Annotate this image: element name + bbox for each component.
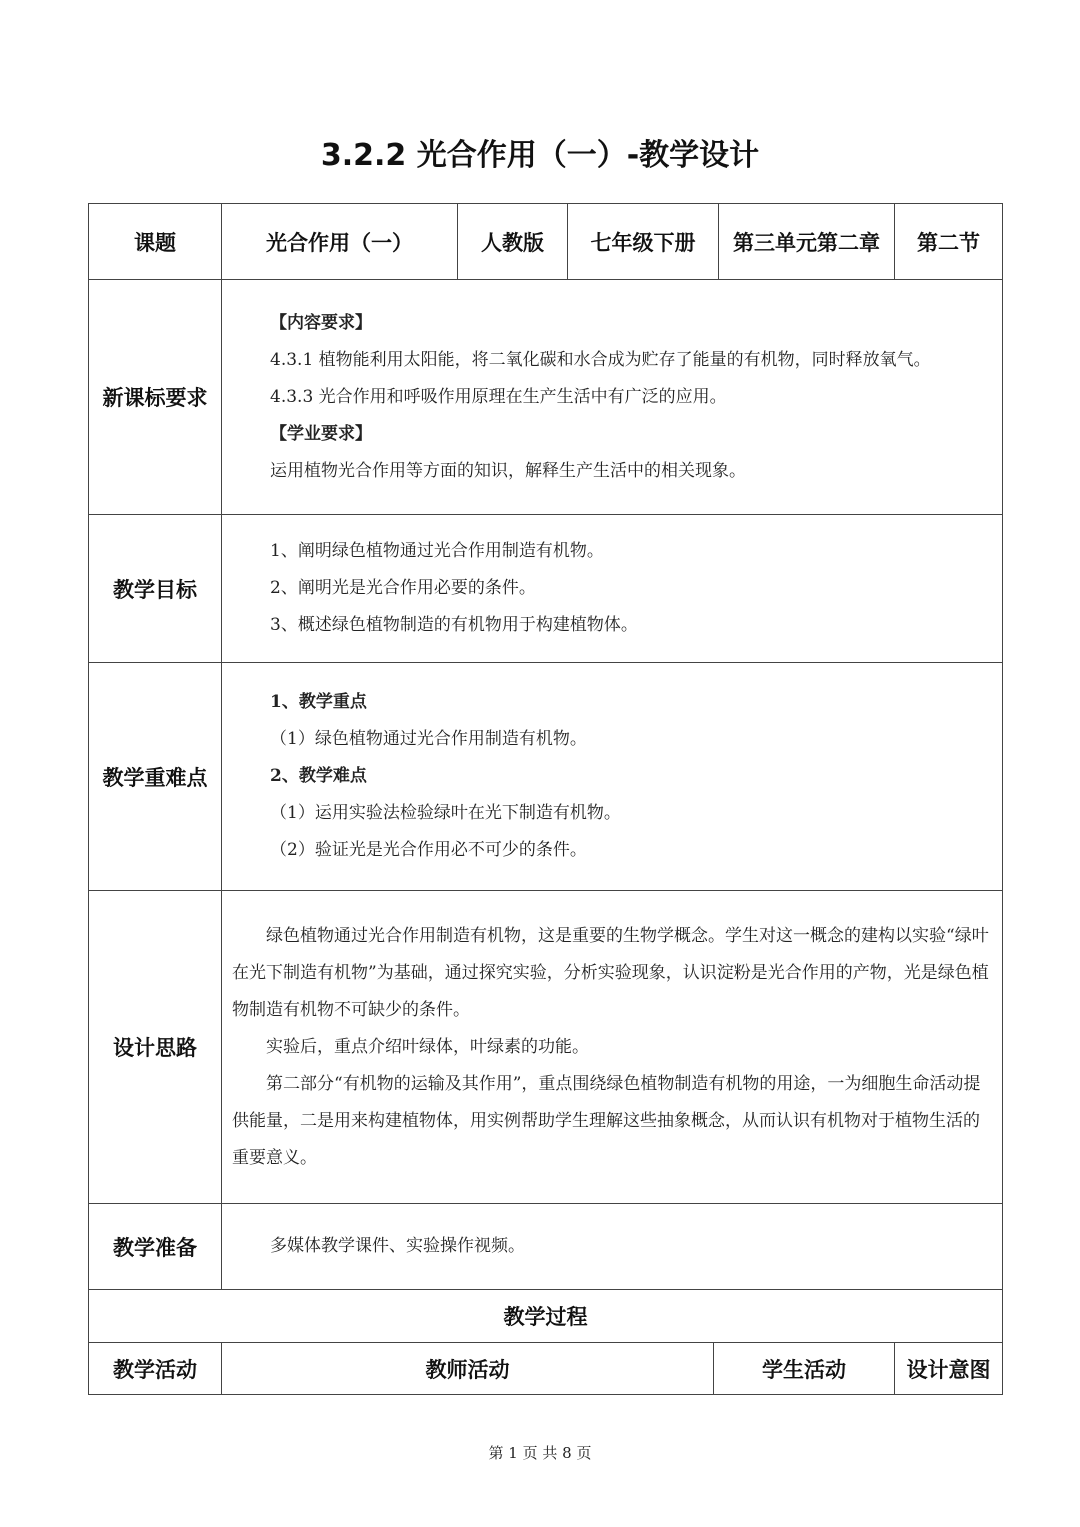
objective-item: 3、概述绿色植物制造的有机物用于构建植物体。	[270, 615, 638, 635]
header-section: 第二节	[895, 204, 1003, 280]
curriculum-label: 新课标要求	[89, 280, 222, 515]
header-publisher: 人教版	[458, 204, 568, 280]
preparation-label: 教学准备	[89, 1204, 222, 1290]
focus-heading: 1、教学重点	[270, 692, 367, 712]
key-points-row	[89, 663, 1003, 891]
difficulty-heading: 2、教学难点	[270, 766, 367, 786]
column-teaching-activity: 教学活动	[89, 1343, 222, 1395]
page-number: 第 1 页 共 8 页	[488, 1444, 592, 1462]
process-columns-row	[89, 1343, 1003, 1395]
key-points-content	[222, 663, 1003, 891]
content-requirement-heading: 【内容要求】	[270, 312, 372, 333]
academic-requirement-text: 运用植物光合作用等方面的知识，解释生产生活中的相关现象。	[270, 460, 746, 481]
design-paragraph: 实验后，重点介绍叶绿体，叶绿素的功能。	[266, 1036, 589, 1057]
header-row	[89, 204, 1003, 280]
objectives-row	[89, 515, 1003, 663]
design-label: 设计思路	[89, 891, 222, 1204]
key-points-label: 教学重难点	[89, 663, 222, 891]
column-teacher-activity: 教师活动	[222, 1343, 714, 1395]
header-unit: 第三单元第二章	[719, 204, 895, 280]
header-label: 课题	[89, 204, 222, 280]
curriculum-item: 4.3.1 植物能利用太阳能，将二氧化碳和水合成为贮存了能量的有机物，同时释放氧气。	[270, 349, 931, 370]
preparation-text: 多媒体教学课件、实验操作视频。	[270, 1236, 525, 1256]
header-grade: 七年级下册	[568, 204, 719, 280]
design-paragraph: 第二部分“有机物的运输及其作用”，重点围绕绿色植物制造有机物的用途，一为细胞生命活动提供能量，二是用来构建植物体，用实例帮助学生理解这些抽象概念，从而认识有机物对于植物生活的重要意义。	[232, 1073, 981, 1168]
curriculum-item: 4.3.3 光合作用和呼吸作用原理在生产生活中有广泛的应用。	[270, 386, 727, 407]
objective-item: 1、阐明绿色植物通过光合作用制造有机物。	[270, 541, 604, 561]
design-row	[89, 891, 1003, 1204]
column-design-intent: 设计意图	[895, 1343, 1003, 1395]
focus-item: （1）绿色植物通过光合作用制造有机物。	[270, 729, 587, 749]
curriculum-content	[222, 280, 1003, 515]
design-content	[222, 891, 1003, 1204]
objective-item: 2、阐明光是光合作用必要的条件。	[270, 578, 536, 598]
curriculum-row	[89, 280, 1003, 515]
objectives-content	[222, 515, 1003, 663]
academic-requirement-heading: 【学业要求】	[270, 423, 372, 444]
design-paragraph: 绿色植物通过光合作用制造有机物，这是重要的生物学概念。学生对这一概念的建构以实验“绿叶在光下制造有机物”为基础，通过探究实验，分析实验现象，认识淀粉是光合作用的产物，光是绿色植物制造有机物不可缺少的条件。	[232, 925, 989, 1020]
header-lesson: 光合作用（一）	[222, 204, 458, 280]
difficulty-item: （2）验证光是光合作用必不可少的条件。	[270, 840, 587, 860]
preparation-row	[89, 1204, 1003, 1290]
preparation-content	[222, 1204, 1003, 1290]
page-title: 3.2.2 光合作用（一）-教学设计	[320, 138, 760, 173]
process-heading: 教学过程	[89, 1290, 1003, 1343]
objectives-label: 教学目标	[89, 515, 222, 663]
difficulty-item: （1）运用实验法检验绿叶在光下制造有机物。	[270, 803, 621, 823]
process-heading-row	[89, 1290, 1003, 1343]
column-student-activity: 学生活动	[714, 1343, 895, 1395]
lesson-plan-table	[88, 203, 1003, 1395]
